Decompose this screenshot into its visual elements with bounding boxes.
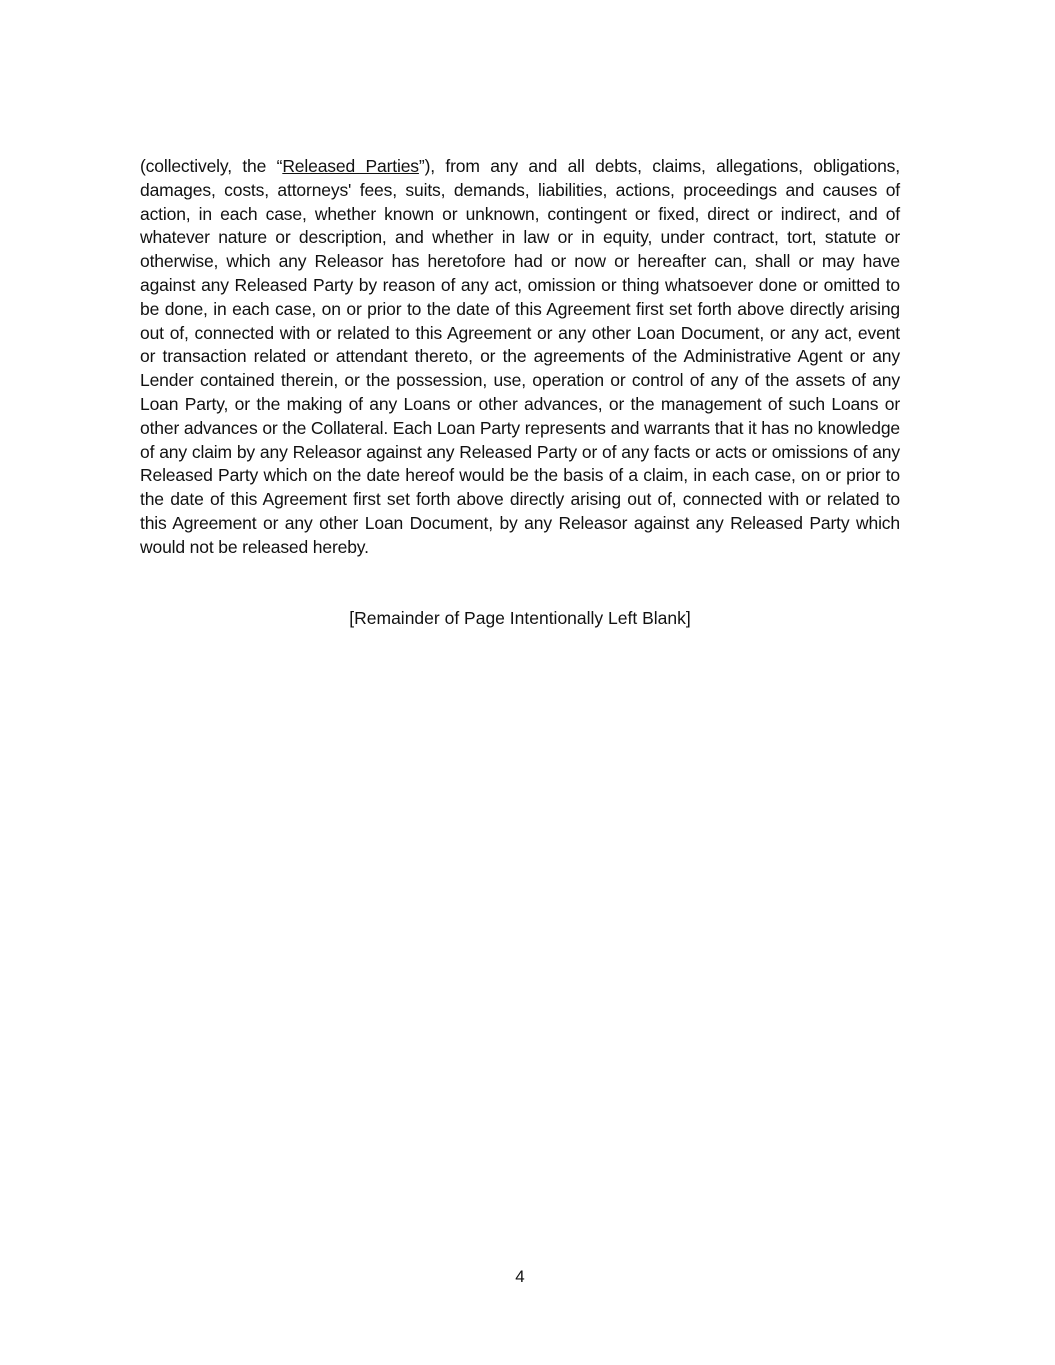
remainder-notice: [Remainder of Page Intentionally Left Blank] — [349, 608, 691, 628]
page-number: 4 — [515, 1267, 525, 1286]
release-paragraph — [140, 155, 900, 560]
defined-term-released-parties: Released Parties — [282, 156, 419, 176]
paragraph-body: ”), from any and all debts, claims, allegations, obligations, damages, costs, attorneys' fees, suits, demands, liabilities, actions, proceedings and causes of action, in each case, whether known or unknown, contingent or fixed, direct or indirect, and of whatever nature or description, and whether in law or in equity, under contract, tort, statute or otherwise, which any Releasor has heretofore had or now or hereafter can, shall or may have against any Released Party by reason of any act, omission or thing whatsoever done or omitted to be done, in each case, on or prior to the date of this Agreement first set forth above directly arising out of, connected with or related to this Agreement or any other Loan Document, or any act, event or transaction related or attendant thereto, or the agreements of the Administrative Agent or any Lender contained therein, or the possession, use, operation or control of any of the assets of any Loan Party, or the making of any Loans or other advances, or the management of such Loans or other advances or the Collateral. Each Loan Party represents and warrants that it has no knowledge of any claim by any Releasor against any Released Party or of any facts or acts or omissions of any Released Party which on the date hereof would be the basis of a claim, in each case, on or prior to the date of this Agreement first set forth above directly arising out of, connected with or related to this Agreement or any other Loan Document, by any Releasor against any Released Party which would not be released hereby. — [140, 156, 900, 557]
paragraph-prefix: (collectively, the “ — [140, 156, 283, 176]
